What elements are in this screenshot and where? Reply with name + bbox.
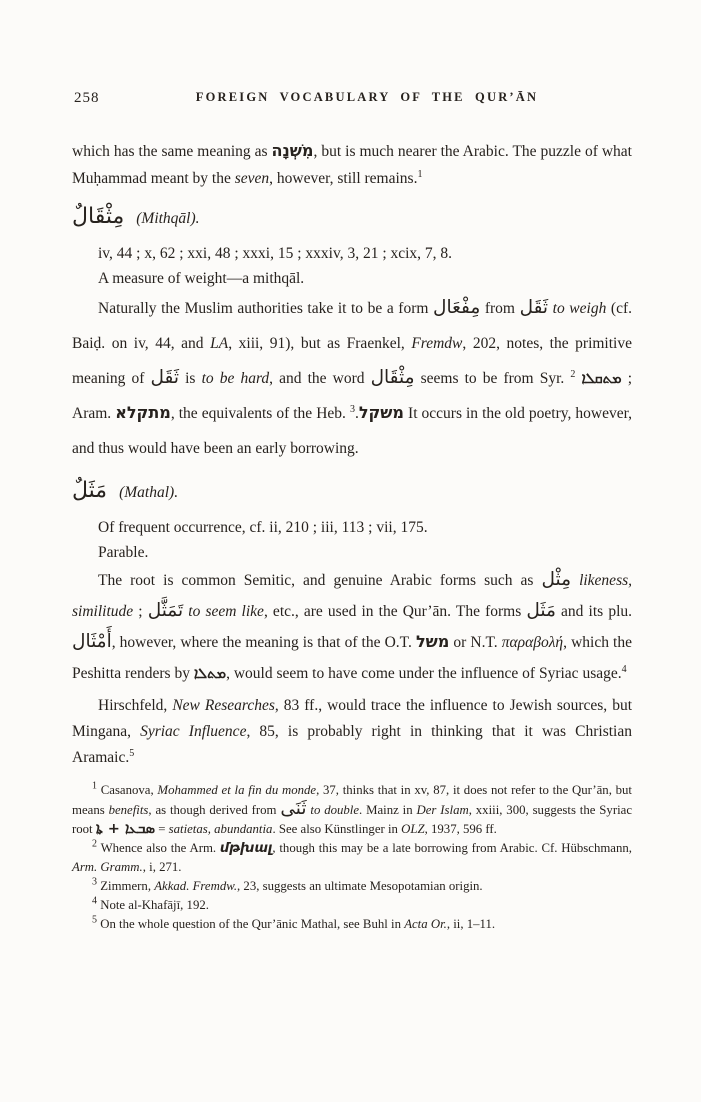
entry-heading-mathal [72, 476, 632, 510]
footnote-1: $^1$ Casanova, Mohammed et la fin du monde, 37, thinks that in xv, 87, it does not refer to the Qur’ān, but means benefits, as though derived from ثَنَى to double. Mainz in Der Islam, xxiii, 300, suggests the Syriac root ܣܒܥܐ + ܬܐ = satietas, abundantia. See also Künstlinger in OLZ, 1937, 596 ff. [72, 780, 632, 837]
page-number: 258 [74, 90, 100, 106]
definition-mathal: Parable. [98, 544, 149, 561]
headword-transliteration-mathal: (Mathal). [119, 484, 179, 501]
arabic-headword-mithqal: مِثْقَالٌ [72, 204, 125, 229]
definition-mithqal: A measure of weight—a mithqāl. [98, 270, 305, 287]
page-header [72, 90, 632, 108]
paragraph-hirschfeld: Hirschfeld, New Researches, 83 ff., would trace the influence to Jewish sources, but Mingana, Syriac Influence, 85, is probably right in thinking that it was Christian Aramaic.$^5$ [72, 697, 632, 766]
running-title: FOREIGN VOCABULARY OF THE QUR’ĀN [195, 90, 539, 104]
arabic-headword-mathal: مَثَلٌ [72, 478, 108, 503]
headword-transliteration-mithqal: (Mithqāl). [136, 210, 200, 227]
footnote-5: $^5$ On the whole question of the Qur’ānic Mathal, see Buhl in Acta Or., ii, 1–11. [92, 914, 496, 931]
verse-references-mathal: Of frequent occurrence, cf. ii, 210 ; iii, 113 ; vii, 175. [98, 519, 428, 536]
footnotes-section [72, 781, 632, 934]
footnote-3: $^3$ Zimmern, Akkad. Fremdw., 23, suggests an ultimate Mesopotamian origin. [92, 876, 483, 893]
verse-references-mithqal: iv, 44 ; x, 62 ; xxi, 48 ; xxxi, 15 ; xxxiv, 3, 21 ; xcix, 7, 8. [98, 245, 453, 262]
paragraph-mathal-discussion: The root is common Semitic, and genuine Arabic forms such as مِثْل likeness, similitude ; تَمَثَّل to seem like, etc., are used in the Qur’ān. The forms مَثَل and its plu. أَمْثَال, however, where the meaning is that of the O.T. משל or N.T. παραβολή, which the Peshitta renders by ܡܬܠܐ, would seem to have come under the influence of Syriac usage.$^4$ [72, 569, 633, 682]
footnote-4: $^4$ Note al-Khafājī, 192. [92, 895, 209, 912]
footnote-2: $^2$ Whence also the Arm. մթխալ, though this may be a late borrowing from Arabic. Cf. Hübschmann, Arm. Gramm., i, 271. [72, 838, 632, 874]
paragraph-intro: which has the same meaning as מִשְׁנָה, but is much nearer the Arabic. The puzzle of what Muḥammad meant by the seven, however, still remains.$^1$ [72, 141, 632, 187]
paragraph-mithqal-discussion: Naturally the Muslim authorities take it to be a form مِفْعَال from ثَقَل to weigh (cf. Baiḍ. on iv, 44, and LA, xiii, 91), but as Fraenkel, Fremdw, 202, notes, the primitive meaning of ثَقَل is to be hard, and the word مِثْقَال seems to be from Syr. ܡܬܩܠܐ $^2$ ; Aram. מתקלא, the equivalents of the Heb. משקל.$^3$ It occurs in the old poetry, however, and thus would have been an early borrowing. [72, 297, 633, 457]
entry-heading-mithqal [72, 202, 632, 236]
